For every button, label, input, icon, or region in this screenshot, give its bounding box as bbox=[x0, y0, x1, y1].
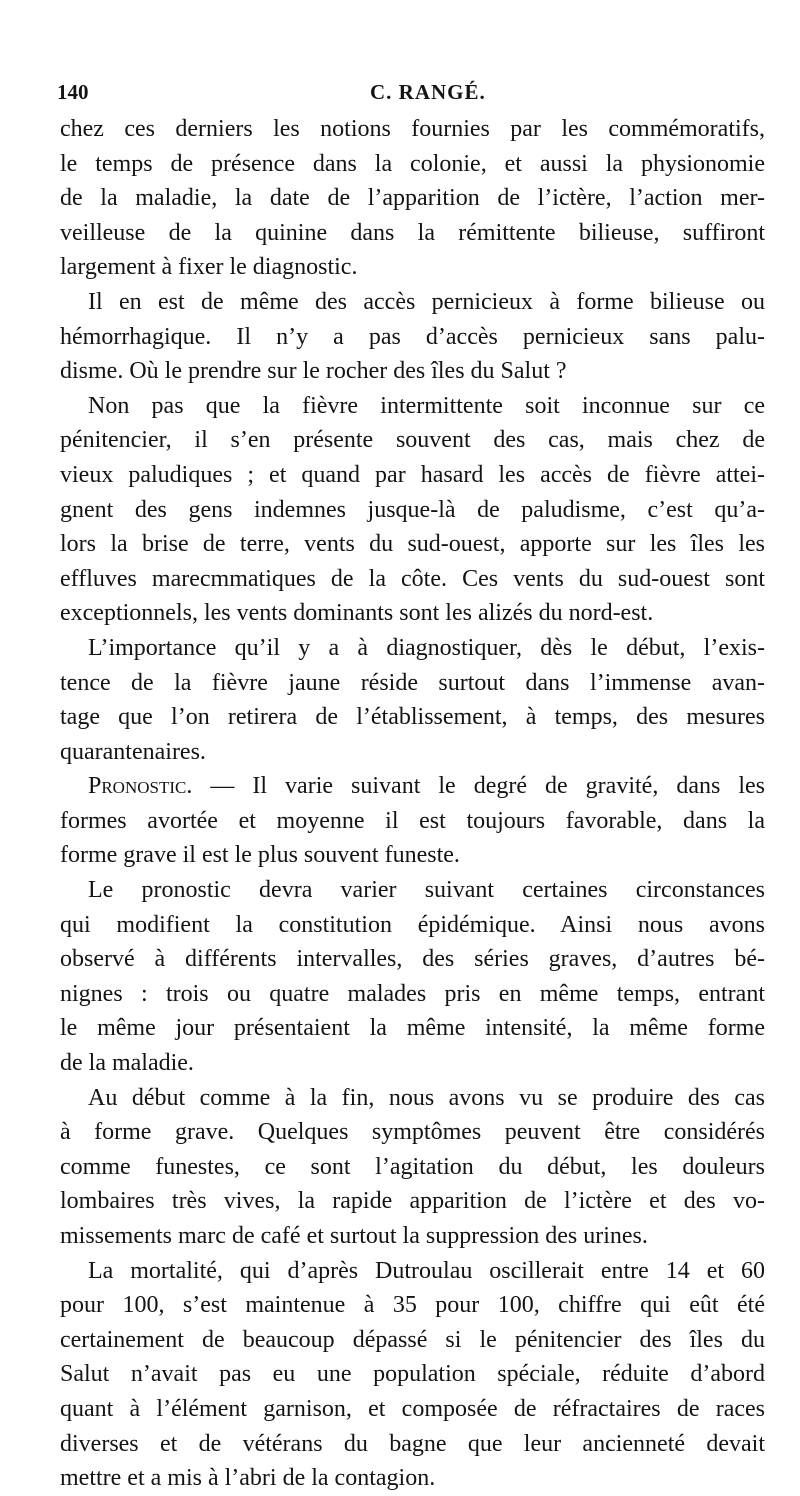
text-line: hémorrhagique. Il n’y a pas d’accès pernicieux sans palu- bbox=[60, 323, 765, 350]
text-line: Salut n’avait pas eu une population spéciale, réduite d’abord bbox=[60, 1361, 765, 1388]
text-line: quarantenaires. bbox=[60, 738, 206, 765]
body-text bbox=[60, 112, 765, 1496]
text-line: comme funestes, ce sont l’agitation du début, les douleurs bbox=[60, 1153, 765, 1180]
running-head bbox=[57, 80, 765, 110]
text-line: observé à différents intervalles, des séries graves, d’autres bé- bbox=[60, 946, 765, 973]
text-line: Au début comme à la fin, nous avons vu se produire des cas bbox=[88, 1084, 765, 1111]
text-line: forme grave il est le plus souvent funeste. bbox=[60, 842, 460, 869]
text-line: formes avortée et moyenne il est toujours favorable, dans la bbox=[60, 807, 765, 834]
text-line: Il en est de même des accès pernicieux à forme bilieuse ou bbox=[88, 288, 765, 315]
text-line: nignes : trois ou quatre malades pris en même temps, entrant bbox=[60, 980, 765, 1007]
page-number: 140 bbox=[57, 80, 89, 104]
text-line: La mortalité, qui d’après Dutroulau oscillerait entre 14 et 60 bbox=[88, 1257, 765, 1284]
text-line: tage que l’on retirera de l’établissement, à temps, des mesures bbox=[60, 704, 765, 731]
text-line: largement à fixer le diagnostic. bbox=[60, 254, 358, 281]
text-line: lombaires très vives, la rapide apparition de l’ictère et des vo- bbox=[60, 1188, 765, 1215]
text-line: pénitencier, il s’en présente souvent des cas, mais chez de bbox=[60, 427, 765, 454]
text-line: qui modifient la constitution épidémique. Ainsi nous avons bbox=[60, 911, 765, 938]
section-heading: Pronostic. bbox=[88, 773, 193, 800]
text-line: exceptionnels, les vents dominants sont les alizés du nord-est. bbox=[60, 600, 654, 627]
text-line: missements marc de café et surtout la suppression des urines. bbox=[60, 1223, 648, 1249]
text-line: quant à l’élément garnison, et composée de réfractaires de races bbox=[60, 1395, 765, 1422]
text-line: disme. Où le prendre sur le rocher des îles du Salut ? bbox=[60, 358, 567, 385]
text-line: pour 100, s’est maintenue à 35 pour 100, chiffre qui eût été bbox=[60, 1292, 765, 1319]
text-line: L’importance qu’il y a à diagnostiquer, dès le début, l’exis- bbox=[88, 634, 765, 661]
text-line: veilleuse de la quinine dans la rémittente bilieuse, suffiront bbox=[60, 219, 765, 246]
text-line: Pronostic. — Il varie suivant le degré de gravité, dans les bbox=[88, 773, 765, 800]
text-line: certainement de beaucoup dépassé si le pénitencier des îles du bbox=[60, 1326, 765, 1353]
text-line: effluves marecmmatiques de la côte. Ces vents du sud-ouest sont bbox=[60, 565, 765, 592]
text-line: mettre et a mis à l’abri de la contagion. bbox=[60, 1465, 436, 1492]
text-line: chez ces derniers les notions fournies par les commémoratifs, bbox=[60, 116, 765, 142]
text-line: Non pas que la fièvre intermittente soit inconnue sur ce bbox=[88, 392, 765, 419]
text-line: de la maladie, la date de l’apparition de l’ictère, l’action mer- bbox=[60, 185, 765, 212]
text-line: le temps de présence dans la colonie, et aussi la physionomie bbox=[60, 150, 765, 177]
text-line: gnent des gens indemnes jusque-là de paludisme, c’est qu’a- bbox=[60, 496, 765, 523]
text-line: vieux paludiques ; et quand par hasard les accès de fièvre attei- bbox=[60, 461, 765, 488]
text-line: lors la brise de terre, vents du sud-ouest, apporte sur les îles les bbox=[60, 531, 765, 558]
text-line: diverses et de vétérans du bagne que leur ancienneté devait bbox=[60, 1430, 765, 1457]
text-line: à forme grave. Quelques symptômes peuvent être considérés bbox=[60, 1119, 765, 1146]
text-line: tence de la fièvre jaune réside surtout dans l’immense avan- bbox=[60, 669, 765, 696]
running-title: C. RANGÉ. bbox=[370, 80, 486, 104]
text-line: le même jour présentaient la même intensité, la même forme bbox=[60, 1015, 765, 1042]
text-line: de la maladie. bbox=[60, 1050, 194, 1077]
text-line: Le pronostic devra varier suivant certaines circonstances bbox=[88, 877, 765, 904]
